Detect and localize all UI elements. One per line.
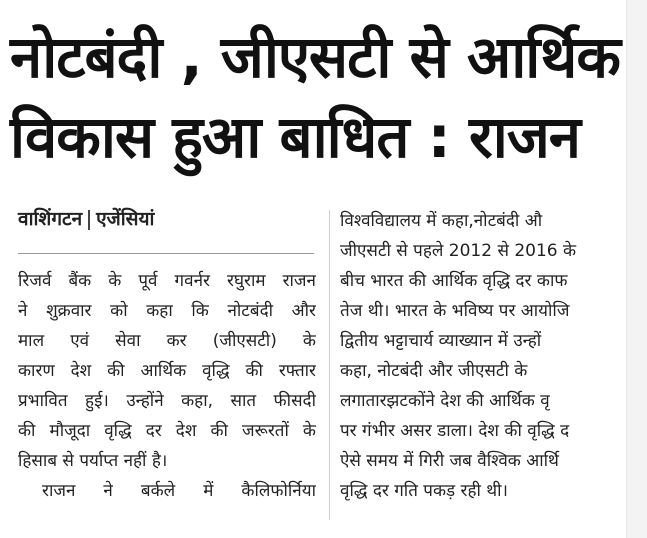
dateline-separator	[88, 210, 90, 230]
page-edge-strip	[626, 0, 647, 538]
text-line: ने शुक्रवार को कहा कि नोटबंदी और	[18, 301, 316, 321]
headline-line-1: नोटबंदी , जीएसटी से आर्थिक	[10, 23, 620, 91]
text-line: राजन ने बर्कले में कैलिफोर्निया	[42, 481, 316, 501]
article-column-left	[18, 266, 316, 506]
text-line: की मौजूदा वृद्धि दर देश की जरूरतों के	[18, 421, 316, 441]
dateline	[18, 205, 154, 231]
text-line: जीएसटी से पहले 2012 से 2016 के	[340, 241, 577, 261]
text-line: तेज थी। भारत के भविष्य पर आयोजि	[340, 301, 570, 321]
dateline-agency: एजेंसियां	[96, 208, 155, 230]
text-line: माल एवं सेवा कर (जीएसटी) के	[18, 331, 316, 351]
text-line: पर गंभीर असर डाला। देश की वृद्धि द	[340, 421, 570, 441]
text-line: रिजर्व बैंक के पूर्व गवर्नर रघुराम राजन	[18, 271, 316, 291]
text-line: कारण देश की आर्थिक वृद्धि की रफ्तार	[18, 361, 316, 381]
article-column-right	[340, 206, 636, 526]
text-line: कहा, नोटबंदी और जीएसटी के	[340, 361, 528, 381]
dateline-place: वाशिंगटन	[18, 208, 83, 230]
text-line: लगातारझटकोंने देश की आर्थिक वृ	[340, 391, 550, 411]
text-line: विश्वविद्यालय में कहा,नोटबंदी औ	[340, 211, 543, 231]
text-line: हिसाब से पर्याप्त नहीं है।	[18, 451, 168, 471]
text-line: द्वितीय भट्टाचार्य व्याख्यान में उन्हों	[340, 331, 542, 351]
column-divider	[329, 210, 330, 520]
text-line: बीच भारत की आर्थिक वृद्धि दर काफ	[340, 271, 568, 291]
dateline-rule	[18, 253, 314, 254]
text-line: वृद्धि दर गति पकड़ रही थी।	[340, 481, 508, 501]
text-line: ऐसे समय में गिरी जब वैश्विक आर्थि	[340, 451, 559, 471]
text-line: प्रभावित हुई। उन्होंने कहा, सात फीसदी	[18, 391, 316, 411]
headline-line-2: विकास हुआ बाधित : राजन	[10, 103, 580, 171]
